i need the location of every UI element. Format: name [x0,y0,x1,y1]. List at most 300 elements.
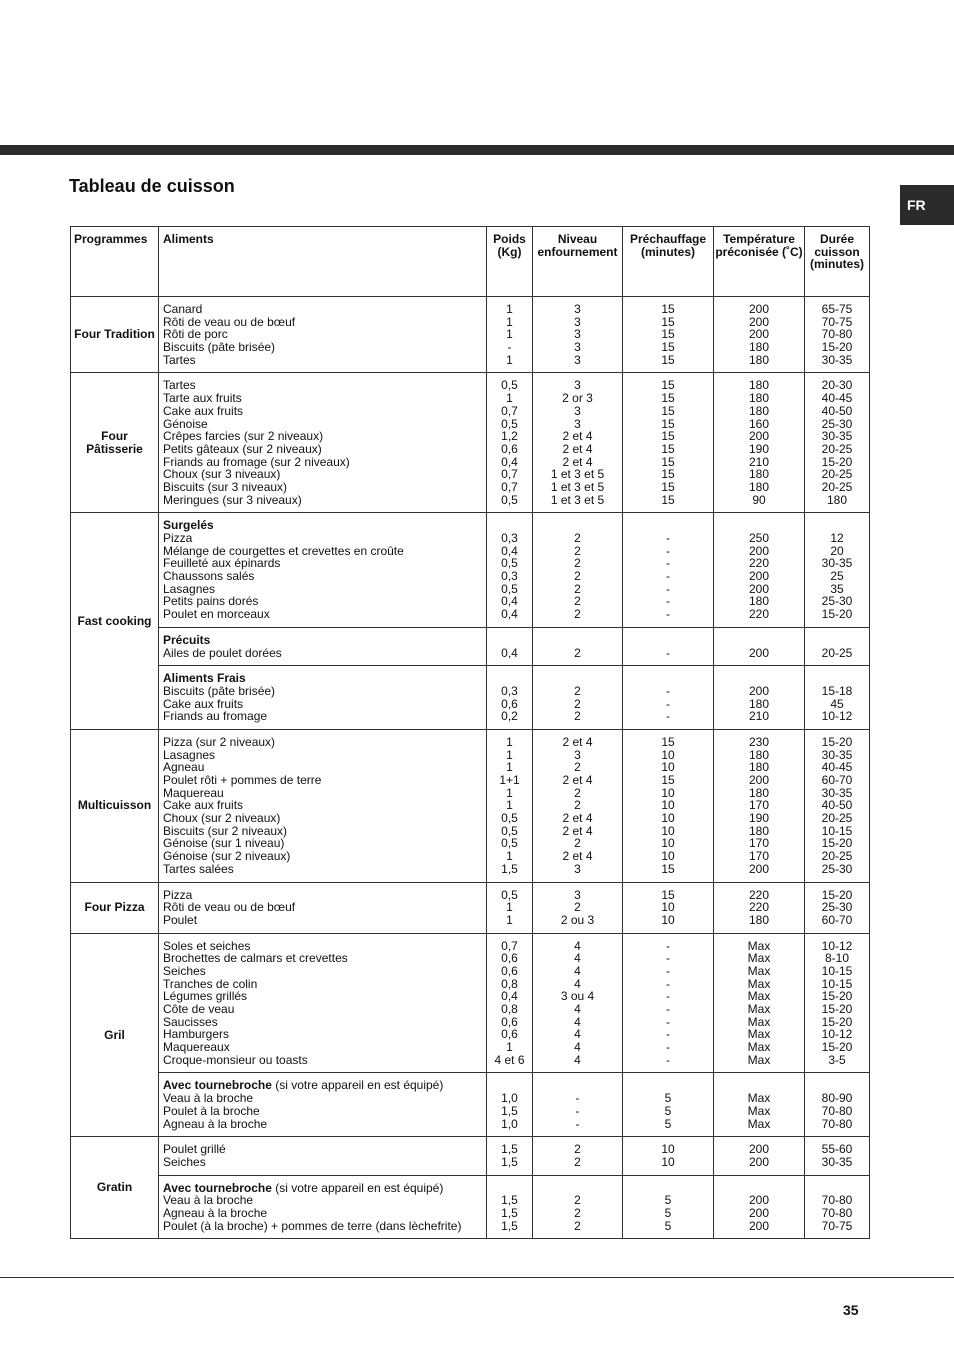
aliment-name: Petits gâteaux (sur 2 niveaux) [163,441,322,456]
prechauffage-value: - [666,569,670,584]
prechauffage-value: - [666,1052,670,1067]
prechauffage-value: 15 [661,352,675,367]
niveau-value: 2 [574,543,581,558]
aliment-name: Génoise (sur 1 niveau) [163,836,285,851]
duree-value: 70-75 [821,1218,853,1233]
poids-value: 0,5 [501,378,518,393]
duree-value: 80-90 [821,1091,853,1106]
temperature-cell [714,882,805,933]
prechauffage-value: 10 [661,1154,675,1169]
poids-cell [487,627,533,665]
temperature-cell [714,373,805,513]
temperature-cell [714,729,805,882]
poids-value: 1,5 [501,1103,518,1118]
duree-value: 15-20 [821,607,853,622]
niveau-value: 2 or 3 [562,391,593,406]
block-heading-bold: Surgelés [163,518,214,533]
niveau-value: 1 et 3 et 5 [550,479,605,494]
niveau-value: 2 [574,645,581,660]
temperature-cell [714,1073,805,1137]
spacer-line [533,634,622,647]
aliment-name: Chaussons salés [163,569,255,584]
temperature-value: 170 [748,836,770,851]
temperature-value: 200 [748,1154,770,1169]
block-heading-note: (si votre appareil en est équipé) [271,1078,444,1093]
prechauffage-value: 10 [661,836,675,851]
temperature-value: 220 [748,900,770,915]
niveau-cell [533,373,623,513]
aliment-name: Veau à la broche [163,1193,254,1208]
temperature-value: 180 [748,696,770,711]
header-rule [0,145,954,155]
niveau-value: 2 [574,1154,581,1169]
poids-cell [487,1073,533,1137]
aliments-cell [159,373,487,513]
duree-value: 25-30 [821,861,853,876]
niveau-value: 1 et 3 et 5 [550,467,605,482]
prechauffage-value: 15 [661,340,675,355]
aliment-name: Lasagnes [163,581,216,596]
prechauffage-value: 15 [661,314,675,329]
aliment-name: Friands au fromage [163,709,268,724]
niveau-value: 2 [574,1142,581,1157]
prechauffage-value: 15 [661,773,675,787]
prechauffage-cell [623,933,714,1073]
temperature-value: 210 [748,709,770,724]
niveau-cell [533,297,623,373]
temperature-value: Max [747,1040,771,1055]
table-header-row [71,227,870,297]
poids-cell [487,882,533,933]
duree-value: 30-35 [821,747,853,762]
poids-value: 0,3 [501,683,518,698]
temperature-value: 200 [748,1193,770,1208]
poids-value: 0,6 [501,441,518,456]
duree-value: 20-25 [821,645,853,660]
prechauffage-value: 10 [661,747,675,762]
niveau-value: - [575,1091,580,1106]
niveau-value: 2 [574,836,581,851]
niveau-value: 2 [574,569,581,584]
niveau-value: 3 [574,747,581,762]
niveau-value: 3 [574,327,581,342]
prechauffage-value: - [666,1014,670,1029]
temperature-value: Max [747,1052,771,1067]
duree-value: 15-18 [821,683,853,698]
header-programmes: Programmes [71,227,159,297]
aliment-name: Lasagnes [163,747,216,762]
duree-value: 10-12 [821,709,853,724]
duree-value: 30-35 [821,556,853,571]
temperature-value: 180 [748,391,770,406]
niveau-cell [533,882,623,933]
temperature-value: 200 [748,581,770,596]
duree-value: 20 [830,543,844,558]
block-heading-bold: Aliments Frais [163,671,246,686]
poids-cell [487,373,533,513]
temperature-value: 230 [748,734,770,749]
aliment-name: Biscuits (sur 2 niveaux) [163,823,288,838]
poids-value: 1 [506,391,513,406]
prechauffage-value: - [666,594,670,609]
aliment-name: Meringues (sur 3 niveaux) [163,492,302,507]
poids-value: 1,5 [501,861,518,876]
poids-value: 0,6 [501,951,518,966]
aliment-name: Cake aux fruits [163,403,244,418]
poids-value: 0,7 [501,403,518,418]
prechauffage-value: 5 [664,1218,672,1233]
poids-value: 0,2 [501,709,518,724]
niveau-value: 3 [574,302,581,316]
niveau-value: 2 et 4 [562,823,593,838]
aliment-name: Cake aux fruits [163,696,244,711]
poids-cell [487,1175,533,1239]
niveau-value: 3 [574,403,581,418]
aliment-name: Choux (sur 2 niveaux) [163,811,281,826]
block-heading-bold: Avec tournebroche [163,1078,272,1093]
poids-value: 1,2 [501,429,518,444]
poids-value: 0,5 [501,416,518,431]
duree-value: 20-25 [821,849,853,864]
duree-cell [805,1073,870,1137]
niveau-cell [533,1137,623,1175]
niveau-value: 2 [574,1218,581,1233]
duree-value: 40-45 [821,391,853,406]
spacer-line [623,672,713,685]
niveau-cell [533,729,623,882]
poids-value: 1+1 [499,773,520,787]
temperature-value: 190 [748,811,770,826]
table-row [71,882,870,933]
spacer-line [805,634,869,647]
aliments-cell [159,513,487,628]
duree-value: 15-20 [821,340,853,355]
duree-value: 25-30 [821,594,853,609]
programme-cell: Four Pâtisserie [71,373,159,513]
prechauffage-value: 5 [664,1091,672,1106]
niveau-cell [533,1073,623,1137]
prechauffage-value: - [666,683,670,698]
temperature-value: 200 [748,569,770,584]
temperature-value: 200 [748,645,770,660]
poids-value: 0,4 [501,594,518,609]
poids-cell [487,1137,533,1175]
poids-value: 1 [506,747,513,762]
temperature-value: 180 [748,340,770,355]
aliment-name: Saucisses [163,1014,218,1029]
niveau-value: 2 [574,581,581,596]
footer-rule [0,1277,954,1278]
duree-value: 60-70 [821,912,853,927]
prechauffage-value: - [666,1027,670,1042]
duree-value: 10-15 [821,963,853,978]
temperature-value: Max [747,963,771,978]
spacer-line [805,672,869,685]
poids-value: 1 [506,302,513,316]
duree-cell [805,933,870,1073]
poids-cell [487,513,533,628]
duree-value: 55-60 [821,1142,853,1157]
duree-value: 15-20 [821,989,853,1004]
niveau-value: 2 [574,709,581,724]
prechauffage-cell [623,513,714,628]
prechauffage-value: 15 [661,861,675,876]
aliment-name: Feuilleté aux épinards [163,556,281,571]
poids-value: 1,0 [501,1116,518,1131]
duree-value: 40-50 [821,798,853,813]
temperature-value: 180 [748,378,770,393]
prechauffage-value: 10 [661,1142,675,1157]
header-aliments: Aliments [159,227,487,297]
temperature-value: Max [747,951,771,966]
prechauffage-value: 15 [661,403,675,418]
aliments-cell [159,666,487,730]
poids-value: 0,5 [501,811,518,826]
temperature-value: Max [747,1014,771,1029]
prechauffage-value: 15 [661,734,675,749]
temperature-value: Max [747,976,771,991]
prechauffage-value: 15 [661,391,675,406]
programme-cell: Gratin [71,1137,159,1239]
duree-cell [805,882,870,933]
poids-value: 0,4 [501,645,518,660]
niveau-value: 3 [574,378,581,393]
prechauffage-value: 5 [664,1103,672,1118]
duree-value: 70-80 [821,1116,853,1131]
temperature-value: Max [747,1103,771,1118]
niveau-value: 1 et 3 et 5 [550,492,605,507]
niveau-value: 2 [574,900,581,915]
programme-cell: Fast cooking [71,513,159,730]
duree-cell [805,627,870,665]
temperature-cell [714,513,805,628]
aliment-name: Biscuits (pâte brisée) [163,683,276,698]
temperature-value: 180 [748,912,770,927]
poids-value: 1 [506,1040,513,1055]
poids-cell [487,933,533,1073]
prechauffage-value: 10 [661,849,675,864]
poids-value: 1,5 [501,1218,518,1233]
aliment-name: Rôti de porc [163,327,228,342]
poids-cell [487,729,533,882]
duree-value: 15-20 [821,1002,853,1016]
duree-value: 15-20 [821,1014,853,1029]
prechauffage-value: 10 [661,760,675,775]
temperature-value: Max [747,989,771,1004]
aliment-name: Seiches [163,963,206,978]
duree-value: 70-80 [821,1205,853,1220]
duree-value: 30-35 [821,429,853,444]
temperature-value: 200 [748,1205,770,1220]
temperature-value: 170 [748,849,770,864]
niveau-value: 2 [574,696,581,711]
poids-value: 1,5 [501,1193,518,1208]
duree-value: 10-15 [821,976,853,991]
prechauffage-value: 15 [661,416,675,431]
temperature-value: 180 [748,747,770,762]
prechauffage-value: 15 [661,454,675,469]
niveau-cell [533,666,623,730]
aliment-name: Friands au fromage (sur 2 niveaux) [163,454,350,469]
prechauffage-value: 15 [661,492,675,507]
aliment-name: Pizza (sur 2 niveaux) [163,734,276,749]
temperature-value: 180 [748,760,770,775]
prechauffage-value: 10 [661,785,675,800]
temperature-value: 180 [748,352,770,367]
temperature-value: Max [747,938,771,953]
aliment-name: Rôti de veau ou de bœuf [163,900,296,915]
prechauffage-value: 15 [661,887,675,902]
poids-value: 1 [506,352,513,367]
niveau-value: 3 [574,861,581,876]
niveau-value: 4 [574,976,581,991]
temperature-value: 250 [748,531,770,545]
prechauffage-cell [623,297,714,373]
duree-value: 8-10 [824,951,850,966]
aliment-name: Biscuits (pâte brisée) [163,340,276,355]
temperature-value: 200 [748,543,770,558]
temperature-value: 200 [748,429,770,444]
prechauffage-value: - [666,696,670,711]
niveau-value: 3 [574,340,581,355]
aliment-name: Légumes grillés [163,989,248,1004]
prechauffage-value: 5 [664,1205,672,1220]
block-heading-bold: Avec tournebroche [163,1180,272,1195]
programme-cell: Four Pizza [71,882,159,933]
poids-value: 0,6 [501,963,518,978]
poids-value: 0,6 [501,696,518,711]
prechauffage-cell [623,1137,714,1175]
duree-value: 20-25 [821,811,853,826]
poids-value: 0,4 [501,543,518,558]
aliment-name: Hamburgers [163,1027,230,1042]
poids-value: 1,0 [501,1091,518,1106]
aliment-name: Pizza [163,887,193,902]
duree-value: 20-25 [821,479,853,494]
spacer-line [714,634,804,647]
poids-value: 0,5 [501,887,518,902]
duree-value: 30-35 [821,785,853,800]
programme-cell: Multicuisson [71,729,159,882]
prechauffage-value: 10 [661,912,675,927]
temperature-value: 200 [748,861,770,876]
duree-value: 40-50 [821,403,853,418]
aliment-name: Choux (sur 3 niveaux) [163,467,281,482]
aliment-name: Agneau [163,760,205,775]
poids-value: 1 [506,900,513,915]
poids-value: 0,3 [501,569,518,584]
aliment-name: Agneau à la broche [163,1116,268,1131]
prechauffage-value: 15 [661,378,675,393]
poids-value: 1 [506,785,513,800]
temperature-cell [714,627,805,665]
duree-value: 12 [830,531,844,545]
poids-value: 0,8 [501,976,518,991]
temperature-cell [714,1137,805,1175]
prechauffage-value: 10 [661,798,675,813]
duree-cell [805,1175,870,1239]
prechauffage-value: - [666,989,670,1004]
duree-cell [805,373,870,513]
duree-cell [805,729,870,882]
niveau-value: 4 [574,1002,581,1016]
temperature-value: 200 [748,314,770,329]
niveau-value: 3 [574,416,581,431]
spacer-line [533,672,622,685]
temperature-value: 180 [748,823,770,838]
poids-value: 0,5 [501,492,518,507]
duree-value: 20-30 [821,378,853,393]
prechauffage-value: - [666,581,670,596]
block-heading [163,519,486,532]
programme-cell: Gril [71,933,159,1137]
duree-value: 25-30 [821,416,853,431]
poids-value: 1 [506,760,513,775]
table-row [71,627,870,665]
duree-value: 70-80 [821,1103,853,1118]
aliment-name: Tarte aux fruits [163,391,242,406]
prechauffage-value: - [666,709,670,724]
duree-value: 10-15 [821,823,853,838]
temperature-value: 200 [748,1142,770,1157]
temperature-value: 90 [752,492,766,507]
aliment-name: Croque-monsieur ou toasts [163,1052,308,1067]
block-heading-note: (si votre appareil en est équipé) [271,1180,444,1195]
aliment-name: Tranches de colin [163,976,258,991]
duree-value: 15-20 [821,734,853,749]
niveau-value: 2 et 4 [562,734,593,749]
niveau-value: 2 [574,607,581,622]
prechauffage-value: - [666,976,670,991]
header-niveau: Niveau enfournement [533,227,623,297]
duree-value: 45 [830,696,844,711]
niveau-value: 2 et 4 [562,811,593,826]
prechauffage-cell [623,1175,714,1239]
aliment-name: Poulet (à la broche) + pommes de terre (dans lèchefrite) [163,1218,462,1233]
poids-value: 0,4 [501,454,518,469]
header-duree: Durée cuisson (minutes) [805,227,870,297]
niveau-value: 3 [574,314,581,329]
language-tab: FR [900,185,954,225]
spacer-line [487,634,532,647]
duree-value: 30-35 [821,1154,853,1169]
aliments-cell [159,729,487,882]
duree-value: 65-75 [821,302,853,316]
table-row [71,1137,870,1175]
poids-value: 1 [506,912,513,927]
temperature-value: 220 [748,887,770,902]
temperature-value: 180 [748,467,770,482]
table-row [71,297,870,373]
duree-value: 70-75 [821,314,853,329]
aliment-name: Génoise (sur 2 niveaux) [163,849,291,864]
temperature-cell [714,666,805,730]
poids-value: 0,7 [501,938,518,953]
niveau-value: 2 [574,683,581,698]
duree-value: 180 [826,492,848,507]
poids-value: 1,5 [501,1205,518,1220]
duree-cell [805,1137,870,1175]
aliment-name: Cake aux fruits [163,798,244,813]
duree-cell [805,513,870,628]
temperature-value: Max [747,1116,771,1131]
poids-cell [487,297,533,373]
temperature-value: 180 [748,403,770,418]
temperature-value: 200 [748,327,770,342]
niveau-value: - [575,1116,580,1131]
duree-value: 40-45 [821,760,853,775]
temperature-value: 220 [748,556,770,571]
